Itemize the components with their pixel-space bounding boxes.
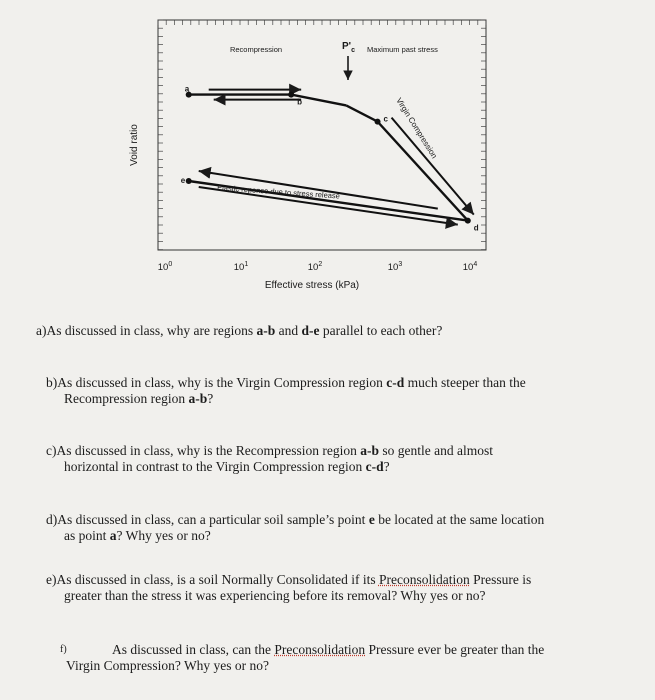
question-c [46,443,616,475]
point-label-c: c [383,114,388,124]
question-a-bold-1: a-b [256,323,276,338]
elastic-response-label: Elastic reponse due to stress release [216,183,341,201]
question-d-line1: d)As discussed in class, can a particular soil sample’s point [46,512,369,527]
point-d [465,218,471,224]
question-e-underlined: Preconsolidation [378,572,470,587]
question-c-bold-1: a-b [360,443,379,458]
question-e [46,572,616,604]
question-d-line2: as point [64,528,110,543]
question-f-label: f) [60,644,67,655]
point-b [288,92,294,98]
x-tick-exponent: 0 [168,261,173,268]
x-tick-labels [158,261,478,273]
question-b-end: ? [207,391,214,406]
question-f-underlined: Preconsolidation [274,642,366,657]
series-points [181,85,479,233]
question-d-bold-2: a [109,528,117,543]
x-tick-label [158,261,173,273]
question-c-bold-2: c-d [365,459,384,474]
question-e-line1b: Pressure is [469,572,532,587]
question-c-line2: horizontal in contrast to the Virgin Compression region [64,459,366,474]
question-d-bold-1: e [368,512,375,527]
question-c-line1b: so gentle and almost [378,443,493,458]
question-c-line1: c)As discussed in class, why is the Recompression region [46,443,361,458]
max-past-stress-label: Maximum past stress [367,45,438,54]
question-e-line2: greater than the stress it was experiencing before its removal? Why yes or no? [64,588,486,603]
question-d [46,512,616,544]
x-tick-base: 10 [462,262,474,273]
x-tick-label [234,261,249,273]
x-tick-exponent: 3 [398,261,403,268]
point-label-d: d [473,223,479,233]
x-tick-exponent: 2 [318,261,323,268]
x-tick-base: 10 [233,262,245,273]
x-tick-base: 10 [307,262,319,273]
x-tick-label [308,261,323,273]
pc-label [342,41,355,54]
question-b-line1: b)As discussed in class, why is the Virgin Compression region [46,375,387,390]
x-tick-exponent: 1 [244,261,249,268]
question-e-line1: e)As discussed in class, is a soil Normally Consolidated if its [46,572,379,587]
point-label-e: e [180,176,186,185]
question-f-line1b: Pressure ever be greater than the [365,642,545,657]
question-a-mid: and [275,323,302,338]
pc-symbol: P' [342,41,352,52]
virgin-direction-arrow [392,118,474,215]
point-e [186,178,192,184]
x-tick-exponent: 4 [473,261,478,268]
virgin-compression-label: Virgin Compression [394,96,439,161]
x-axis-label: Effective stress (kPa) [264,280,360,291]
question-b-line2: Recompression region [64,391,189,406]
question-c-end: ? [383,459,390,474]
point-label-b: b [297,97,303,107]
question-d-end: ? Why yes or no? [116,528,211,543]
question-b [46,375,616,407]
point-label-a: a [184,84,190,94]
question-f-line1: As discussed in class, can the [112,642,275,657]
question-f-line2: Virgin Compression? Why yes or no? [66,658,270,673]
y-axis-label: Void ratio [129,124,140,166]
point-c [375,119,381,125]
pc-subscript: c [351,47,355,54]
x-tick-label [463,261,478,273]
question-b-bold-1: c-d [386,375,405,390]
question-d-line1b: be located at the same location [374,512,545,527]
question-a-prefix: a)As discussed in class, why are regions [36,323,257,338]
question-a-suffix: parallel to each other? [319,323,443,338]
question-a-bold-2: d-e [301,323,320,338]
question-f [60,642,620,674]
x-tick-label [388,261,403,273]
question-a [36,323,442,339]
recompression-label: Recompression [229,45,283,54]
x-tick-base: 10 [387,262,399,273]
question-b-bold-2: a-b [188,391,208,406]
consolidation-chart [0,0,655,300]
question-b-line1b: much steeper than the [404,375,526,390]
x-tick-base: 10 [157,262,169,273]
